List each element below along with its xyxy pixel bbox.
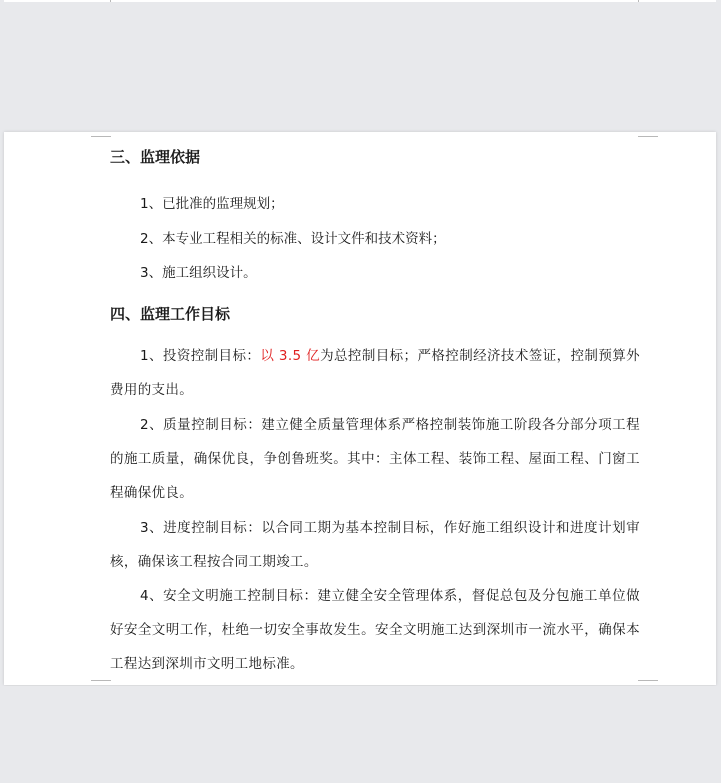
paragraph-quality-goal: 2、质量控制目标：建立健全质量管理体系严格控制装饰施工阶段各分部分项工程的施工质量，确保优良，争创鲁班奖。其中：主体工程、装饰工程、屋面工程、门窗工程确保优良。	[110, 417, 640, 501]
margin-mark	[110, 0, 111, 2]
margin-corner-top-right	[638, 132, 658, 137]
investment-prefix: 1、投资控制目标：	[140, 348, 261, 364]
investment-rest: 为总控制目标；严格控制经济技术签证，控制预算外费用的支出。	[110, 348, 640, 398]
margin-corner-bottom-right	[638, 680, 658, 685]
paragraph-investment-goal	[110, 339, 640, 407]
margin-corner-top-left	[91, 132, 111, 137]
list-item: 1、已批准的监理规划；	[140, 196, 284, 212]
margin-mark	[638, 0, 639, 2]
document-page	[4, 132, 716, 685]
investment-amount: 以 3.5 亿	[260, 348, 321, 364]
section-heading-goals: 四、监理工作目标	[110, 305, 231, 323]
list-item: 3、施工组织设计。	[140, 265, 257, 281]
paragraph-schedule-goal: 3、进度控制目标：以合同工期为基本控制目标，作好施工组织设计和进度计划审核，确保该工程按合同工期竣工。	[110, 520, 640, 570]
section-heading-basis: 三、监理依据	[110, 148, 201, 166]
paragraph-safety-goal: 4、安全文明施工控制目标：建立健全安全管理体系，督促总包及分包施工单位做好安全文明工作，杜绝一切安全事故发生。安全文明施工达到深圳市一流水平，确保本工程达到深圳市文明工地标准。	[110, 588, 640, 672]
margin-corner-bottom-left	[91, 680, 111, 685]
previous-page-edge	[4, 0, 716, 2]
list-item: 2、本专业工程相关的标准、设计文件和技术资料；	[140, 231, 446, 247]
workspace-background	[0, 686, 721, 783]
